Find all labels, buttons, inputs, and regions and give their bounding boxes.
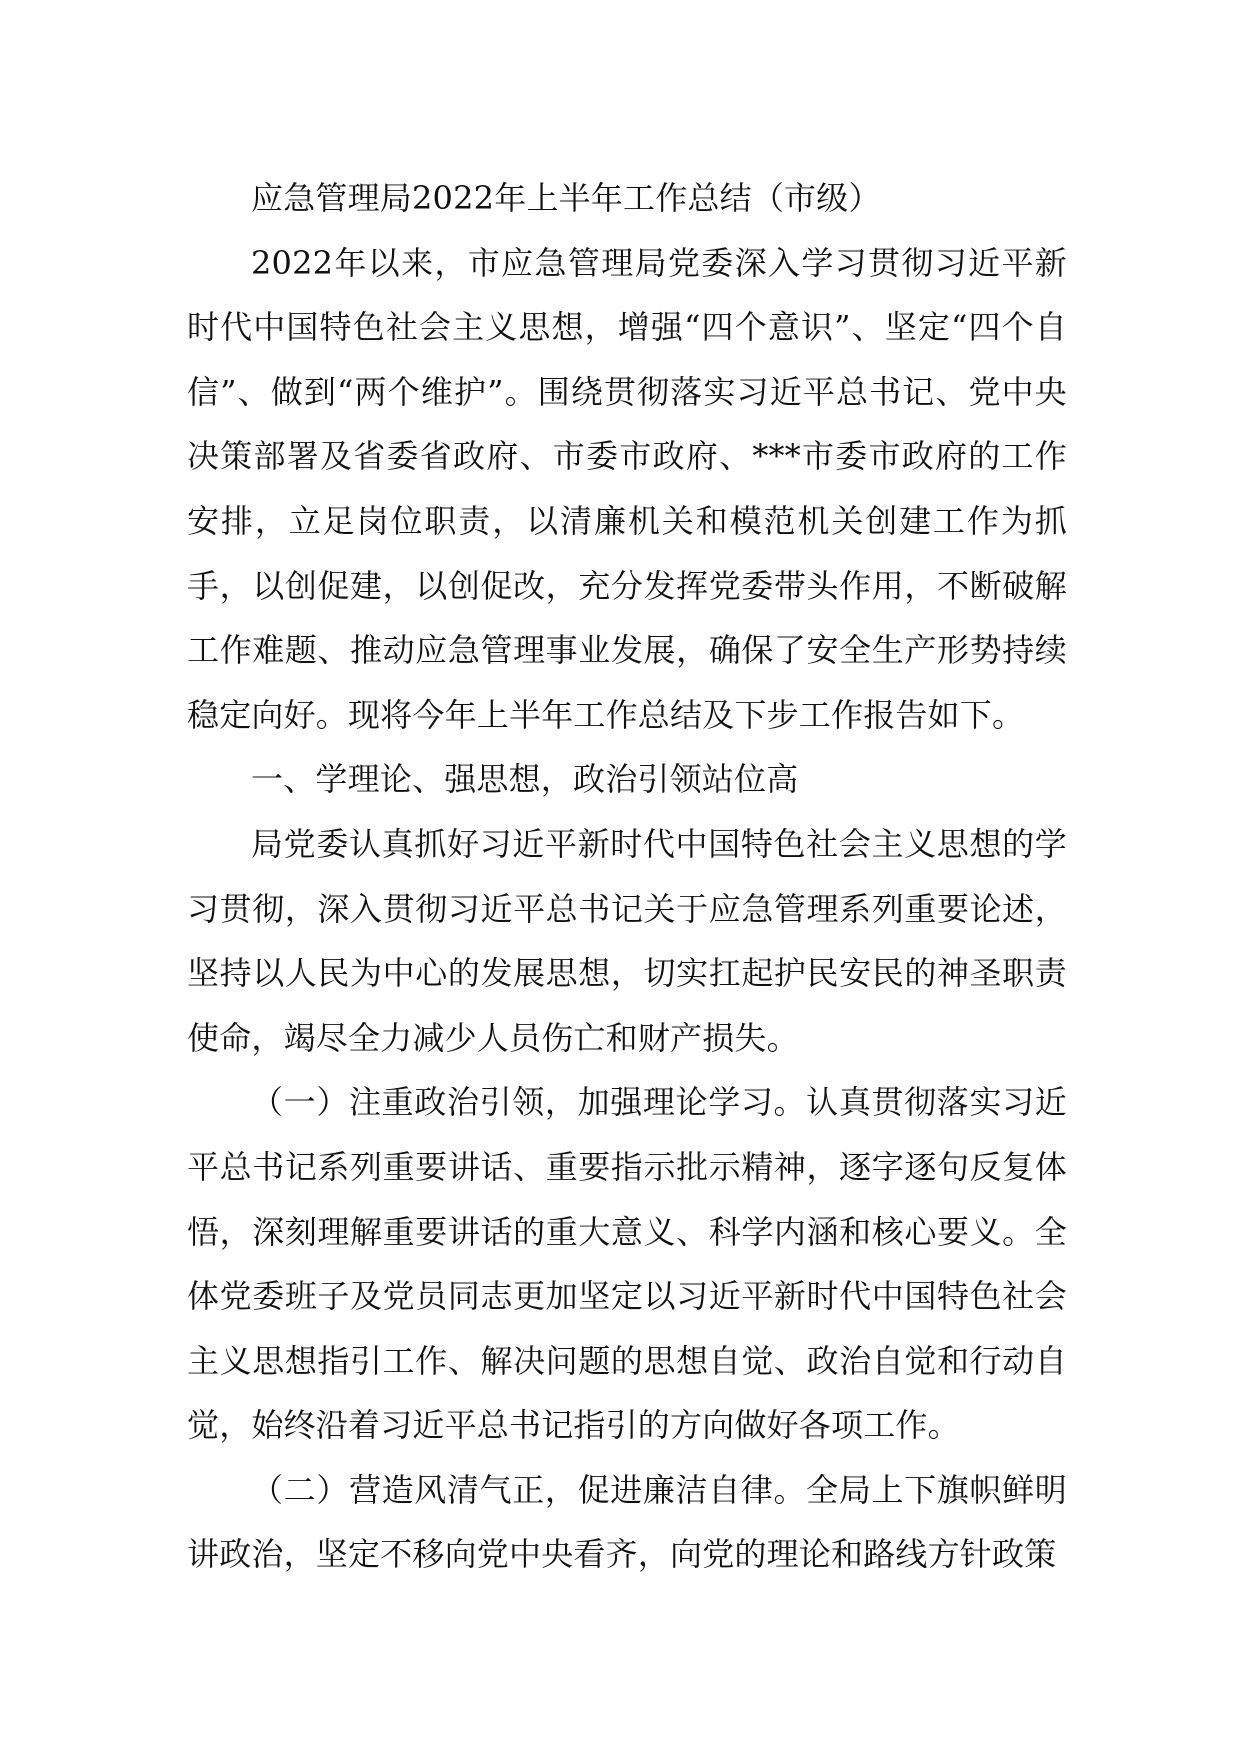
subsection-1-paragraph: （一）注重政治引领，加强理论学习。认真贯彻落实习近平总书记系列重要讲话、重要指示批示精神，逐字逐句反复体悟，深刻理解重要讲话的重大意义、科学内涵和核心要义。全体党委班子及党员同志更加坚定以习近平新时代中国特色社会主义思想指引工作、解决问题的思想自觉、政治自觉和行动自觉，始终沿着习近平总书记指引的方向做好各项工作。 [187, 1083, 1067, 1445]
subsection-2-paragraph: （二）营造风清气正，促进廉洁自律。全局上下旗帜鲜明讲政治，坚定不移向党中央看齐，向党的理论和路线方针政策 [187, 1470, 1067, 1574]
document-title: 应急管理局2022年上半年工作总结（市级） [251, 179, 881, 217]
intro-paragraph: 2022年以来，市应急管理局党委深入学习贯彻习近平新时代中国特色社会主义思想，增强“四个意识”、坚定“四个自信”、做到“两个维护”。围绕贯彻落实习近平总书记、党中央决策部署及省委省政府、市委市政府、***市委市政府的工作安排，立足岗位职责，以清廉机关和模范机关创建工作为抓手，以创促建，以创促改，充分发挥党委带头作用，不断破解工作难题、推动应急管理事业发展，确保了安全生产形势持续稳定向好。现将今年上半年工作总结及下步工作报告如下。 [187, 243, 1067, 734]
section-1-paragraph: 局党委认真抓好习近平新时代中国特色社会主义思想的学习贯彻，深入贯彻习近平总书记关于应急管理系列重要论述，坚持以人民为中心的发展思想，切实扛起护民安民的神圣职责使命，竭尽全力减少人员伤亡和财产损失。 [187, 824, 1067, 1057]
document-body [187, 166, 1067, 1587]
section-heading-1: 一、学理论、强思想，政治引领站位高 [251, 760, 799, 799]
